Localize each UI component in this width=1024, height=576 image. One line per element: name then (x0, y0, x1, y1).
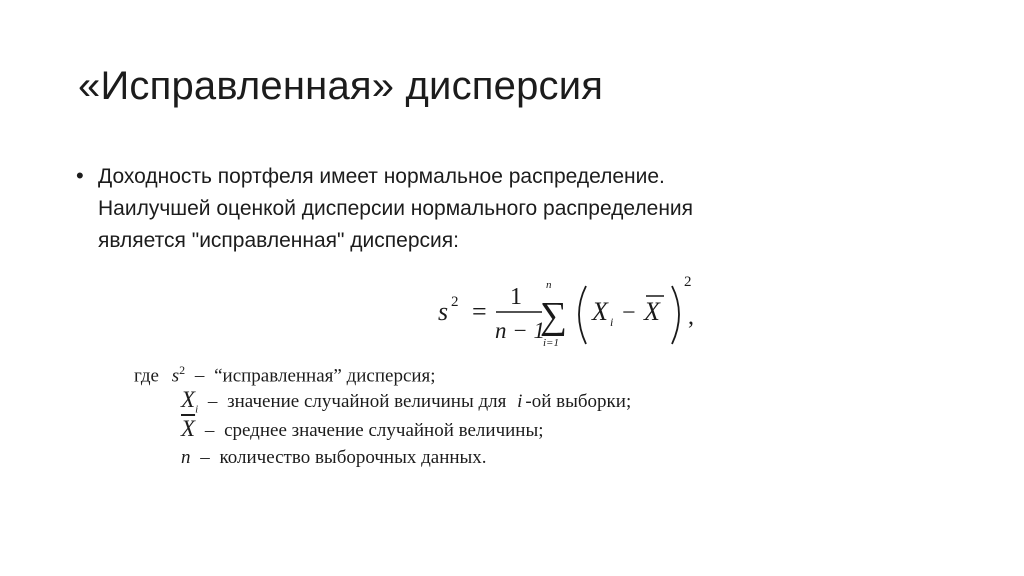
formula-numerator: 1 (510, 284, 522, 310)
bullet-line-3: является "исправленная" дисперсия: (98, 229, 459, 252)
right-paren-icon (672, 286, 679, 344)
def-xbar-symbol: $\overline{X}$ (181, 416, 196, 441)
def-dash-2: – (207, 391, 218, 412)
definition-row-s2 (134, 356, 631, 385)
formula-equals: = (472, 297, 487, 326)
def-n-symbol: n (181, 447, 191, 468)
def-x-letter: X (181, 387, 196, 412)
def-n-text: количество выборочных данных. (219, 447, 487, 468)
formula-minus: − (622, 300, 636, 326)
definition-row-xi (134, 385, 631, 414)
bullet-text (98, 161, 896, 257)
bullet-paragraph (76, 161, 896, 257)
definition-row-n (134, 443, 631, 472)
formula-xbar: X (644, 297, 660, 326)
bullet-line-1: Доходность портфеля имеет нормальное распределение. (98, 165, 665, 188)
where-label: где (134, 365, 159, 387)
def-s-letter: s (171, 365, 180, 387)
formula-denominator: n − 1 (495, 318, 546, 343)
def-dash-4: – (200, 447, 210, 468)
def-dash-1: – (194, 365, 205, 387)
formula-svg (436, 270, 706, 354)
def-dash-3: – (204, 420, 215, 441)
def-xi-text-b: -ой выборки; (525, 391, 632, 412)
variance-formula (436, 270, 706, 354)
sum-lower-limit: i=1 (543, 337, 559, 349)
formula-lhs-exp: 2 (451, 294, 459, 310)
formula-xi-sub: i (610, 315, 614, 329)
def-s2-text: “исправленная” дисперсия; (214, 365, 436, 387)
def-x-sub: i (195, 403, 199, 416)
sum-upper-limit: n (546, 279, 552, 291)
bullet-line-2: Наилучшей оценкой дисперсии нормального распределения (98, 197, 694, 220)
def-s-exp: 2 (179, 363, 186, 377)
bullet-dot-icon: • (76, 163, 84, 188)
definition-row-xbar (134, 414, 631, 443)
formula-outer-exp: 2 (684, 274, 692, 290)
def-xi-i: i (517, 391, 523, 412)
slide-title: «Исправленная» дисперсия (78, 64, 604, 108)
definitions-list (134, 356, 631, 472)
formula-lhs: s (438, 297, 449, 326)
def-xbar-text: среднее значение случайной величины; (224, 420, 544, 441)
sum-sigma-icon: ∑ (540, 295, 568, 337)
left-paren-icon (579, 286, 586, 344)
formula-xi: X (592, 297, 608, 326)
formula-comma: , (688, 304, 694, 330)
def-xi-text-a: значение случайной величины для (227, 391, 507, 412)
